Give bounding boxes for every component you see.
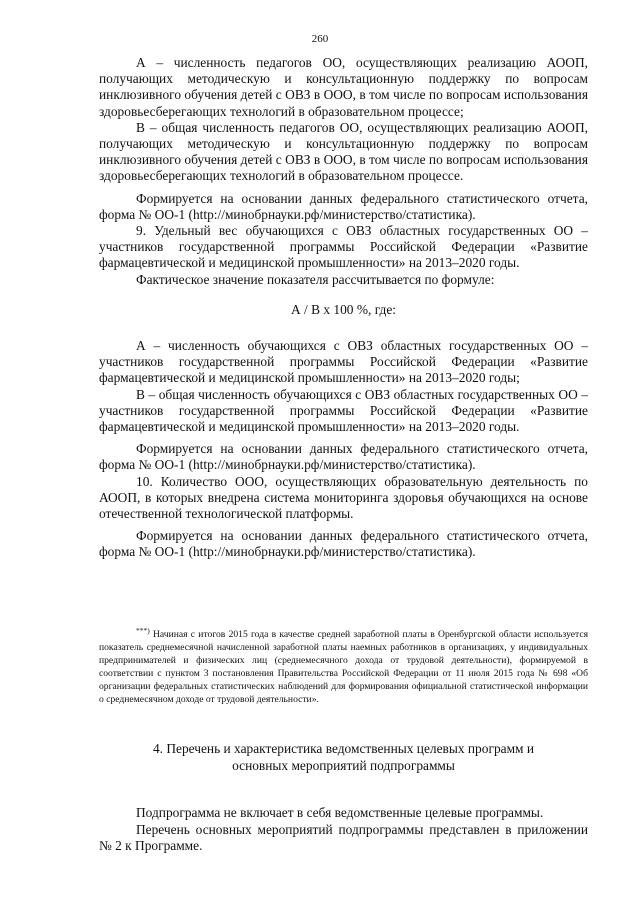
paragraph-b-teachers: В – общая численность педагогов ОО, осуществляющих реализацию АООП, получающих методическую и консультационную поддержку по вопросам инклюзивного обучения детей с ОВЗ в ООО, в том числе по вопросам использования здоровьесберегающих технологий в образовательном процессе. [99, 119, 588, 184]
main-text-block [99, 55, 588, 561]
paragraph-source-2: Формируется на основании данных федерального статистического отчета, форма № ОО-1 (http://минобрнауки.рф/министерство/статистика). [99, 441, 588, 473]
paragraph-a-teachers: А – численность педагогов ОО, осуществляющих реализацию АООП, получающих методическую и консультационную поддержку по вопросам инклюзивного обучения детей с ОВЗ в ООО, в том числе по вопросам использования здоровьесберегающих технологий в образовательном процессе; [99, 55, 588, 119]
paragraph-source-1: Формируется на основании данных федерального статистического отчета, форма № ОО-1 (http://минобрнауки.рф/министерство/статистика). [99, 190, 588, 222]
paragraph-no-programs: Подпрограмма не включает в себя ведомственные целевые программы. [136, 805, 544, 820]
paragraph-appendix-ref: Перечень основных мероприятий подпрограммы представлен в приложении № 2 к Программе. [99, 821, 588, 853]
section-heading-line-2: основных мероприятий подпрограммы [232, 757, 455, 773]
formula-line: А / В х 100 %, где: [291, 301, 396, 317]
closing-text [99, 805, 588, 855]
section-heading [99, 741, 588, 774]
section-heading-line-1: 4. Перечень и характеристика ведомственных целевых программ и [152, 741, 535, 756]
paragraph-source-3: Формируется на основании данных федерального статистического отчета, форма № ОО-1 (http://минобрнауки.рф/министерство/статистика). [99, 528, 588, 560]
paragraph-b-students: В – общая численность обучающихся с ОВЗ областных государственных ОО – участников государственной программы Российской Федерации «Развитие фармацевтической и медицинской промышленности» на 2013–2020 годы. [99, 386, 588, 435]
paragraph-a-students: А – численность обучающихся с ОВЗ областных государственных ОО – участников государственной программы Российской Федерации «Развитие фармацевтической и медицинской промышленности» на 2013–2020 годы; [99, 338, 588, 386]
page-number: 260 [311, 33, 329, 45]
footnote-mark: ***) [136, 626, 150, 635]
paragraph-indicator-10: 10. Количество ООО, осуществляющих образовательную деятельность по АООП, в которых внедрена система мониторинга здоровья обучающихся на основе отечественной технологической платформы. [99, 473, 588, 522]
footnote-text: Начиная с итогов 2015 года в качестве средней заработной платы в Оренбургской области используется показатель среднемесячной начисленной заработной платы наемных работников в организациях, у индивидуальных предпринимателей и физических лиц (среднемесячного дохода от трудовой деятельности), формируемой в соответствии с пунктом 3 постановления Правительства Российской Федерации от 11 июля 2015 года № 698 «Об организации федеральных статистических наблюдений для формирования официальной статистической информации о среднемесячном доходе от трудовой деятельности». [99, 629, 588, 706]
paragraph-formula-intro: Фактическое значение показателя рассчитывается по формуле: [136, 271, 495, 287]
footnote [99, 624, 588, 706]
paragraph-indicator-9: 9. Удельный вес обучающихся с ОВЗ областных государственных ОО – участников государственной программы Российской Федерации «Развитие фармацевтической и медицинской промышленности» на 2013–2020 годы. [99, 223, 588, 271]
